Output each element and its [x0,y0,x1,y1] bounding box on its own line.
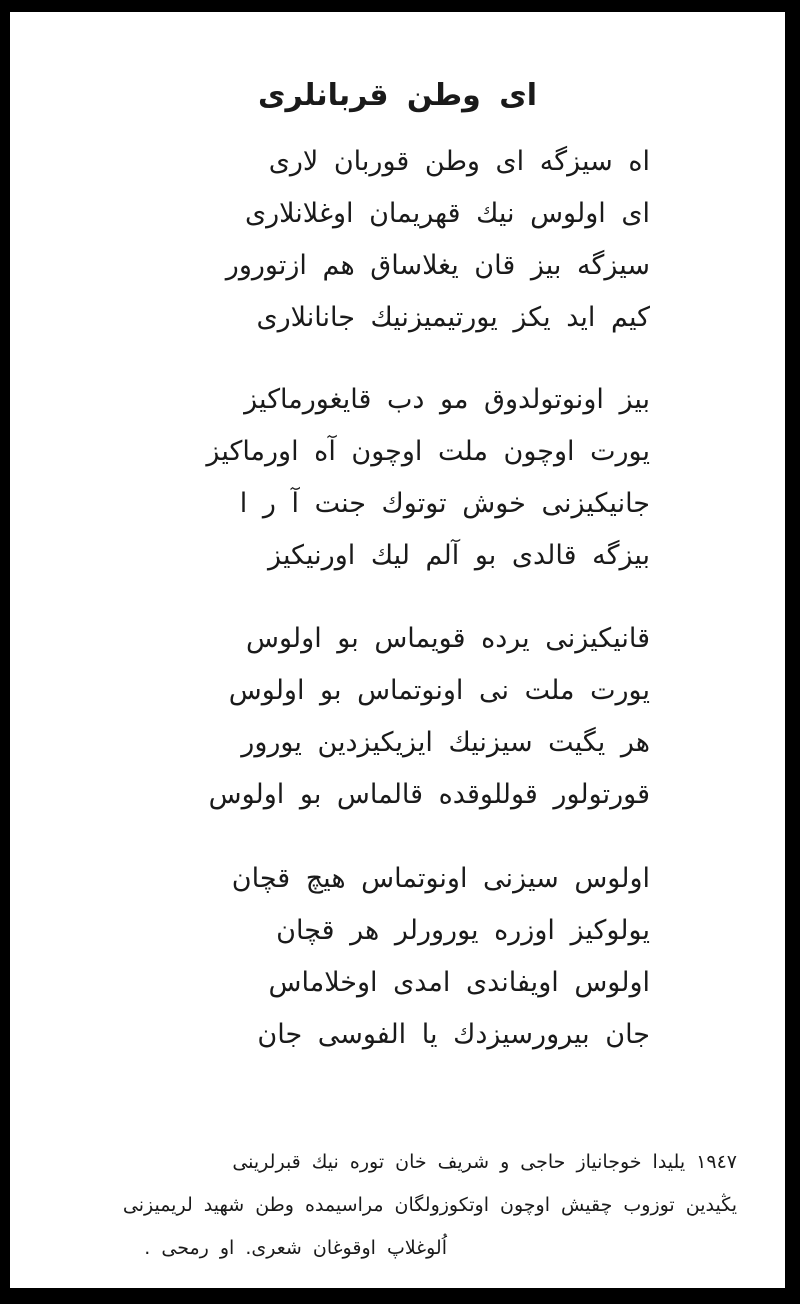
poem-line: بیز اونوتولدوق مو دب قایغورماکیز [244,384,650,415]
footnote-line: یڭیدین توزوب چقیش اوچون اوتکوزولگان مراسیمده وطن شهید لریمیزنی [122,1194,737,1216]
poem-title: ای وطن قربانلری [257,78,538,113]
stanza-3 [10,613,785,821]
poem-line: قانیکیزنی یرده قویماس بو اولوس [246,623,650,654]
poem-line: ای اولوس نیك قهریمان اوغلانلاری [244,198,650,229]
footnote [10,1141,785,1270]
stanza-4 [10,853,785,1061]
stanza-2 [10,374,785,582]
poem-line: یولوکیز اوزره یورورلر هر قچان [276,915,650,946]
stanza-1 [10,136,785,344]
poem-line: سیزگه بیز قان یغلاساق هم ازتورور [225,250,650,281]
paper-area [10,12,785,1288]
poem-line: قورتولور قوللوقده قالماس بو اولوس [208,779,650,810]
footnote-line: اُلوغلاپ اوقوغان شعری. او رمحی . [144,1237,447,1259]
poem-line: یورت ملت نی اونوتماس بو اولوس [228,675,650,706]
poem-line: اولوس اویفاندی امدی اوخلاماس [268,967,650,998]
poem-line: یورت اوچون ملت اوچون آه اورماکیز [206,436,650,467]
poem-line: اه سیزگه ای وطن قوربان لاری [268,146,650,177]
poem-line: بیزگه قالدی بو آلم لیك اورنیکیز [268,540,650,571]
poem-line: جان بیرورسیزدك یا الفوسی جان [257,1019,650,1050]
poem-line: اولوس سیزنی اونوتماس هیچ قچان [231,863,650,894]
poem-line: کیم اید یکز یورتیمیزنیك جانانلاری [256,302,650,333]
poem-line: هر یگیت سیزنیك ایزیکیزدین یورور [241,727,650,758]
footnote-line: ١٩٤٧ یلیدا خوجانیاز حاجی و شریف خان توره نیك قبرلرینی [232,1151,737,1173]
poem-line: جانیکیزنی خوش توتوك جنت آ ر ا [239,488,650,519]
poem [10,74,785,1061]
